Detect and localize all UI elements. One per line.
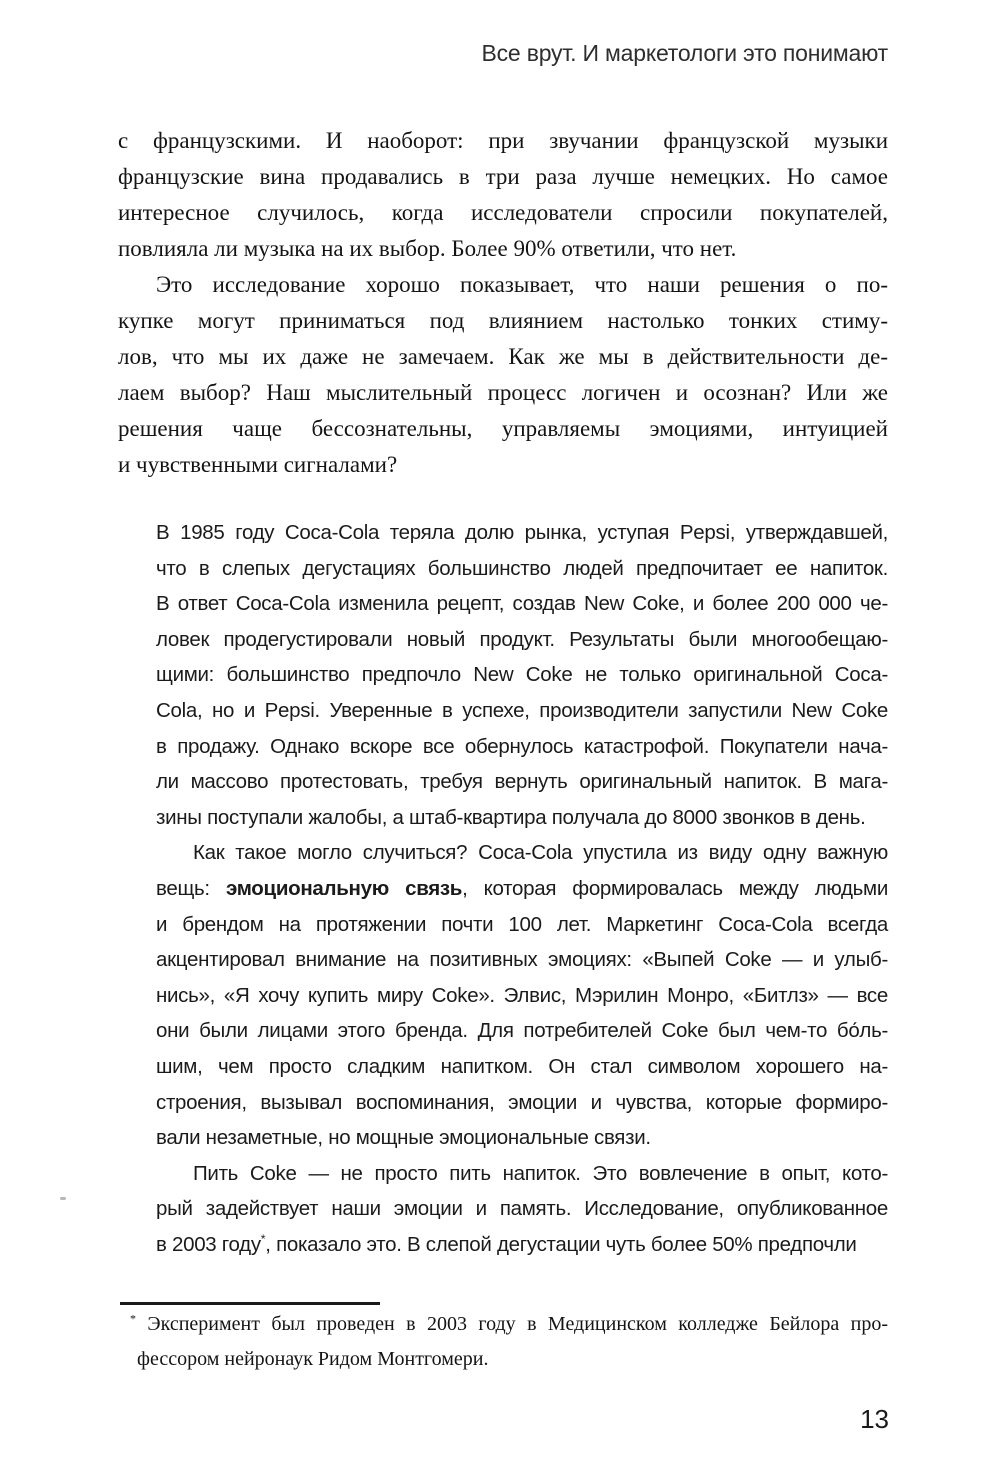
text-line: рый задействует наши эмоции и память. Исследование, опубликованное bbox=[156, 1197, 888, 1221]
text-line: повлияла ли музыка на их выбор. Более 90% ответили, что нет. bbox=[118, 236, 737, 261]
text-line: нись», «Я хочу купить миру Coke». Элвис, Мэрилин Монро, «Битлз» — все bbox=[156, 983, 888, 1007]
text-line: купке могут приниматься под влиянием настолько тонких стиму- bbox=[118, 308, 888, 333]
text-line: В 1985 году Coca-Cola теряла долю рынка, уступая Pepsi, утверждавшей, bbox=[156, 521, 888, 544]
text-line: строения, вызывал воспоминания, эмоции и чувства, которые формиро- bbox=[156, 1090, 888, 1114]
text-line: в продажу. Однако вскоре все обернулось катастрофой. Покупатели нача- bbox=[156, 734, 888, 758]
text-line: ловек продегустировали новый продукт. Результаты были многообещаю- bbox=[156, 627, 888, 651]
text-line: В ответ Coca-Cola изменила рецепт, создав New Coke, и более 200 000 че- bbox=[156, 592, 888, 616]
text-line: с французскими. И наоборот: при звучании французской музыки bbox=[118, 128, 888, 153]
footnote-divider bbox=[120, 1302, 380, 1305]
text-line: лов, что мы их даже не замечаем. Как же мы в действительности де- bbox=[118, 344, 888, 369]
text-line: лаем выбор? Наш мыслительный процесс логичен и осознан? Или же bbox=[118, 380, 888, 405]
text-line: и чувственными сигналами? bbox=[118, 452, 398, 477]
text-line: и брендом на протяжении почти 100 лет. Маркетинг Coca-Cola всегда bbox=[156, 912, 888, 936]
text-line: Cola, но и Pepsi. Уверенные в успехе, производители запустили New Coke bbox=[156, 698, 888, 722]
text-line: фессором нейронаук Ридом Монтгомери. bbox=[137, 1347, 489, 1370]
text-line: Это исследование хорошо показывает, что наши решения о по- bbox=[156, 272, 888, 297]
main-text-block bbox=[118, 123, 888, 483]
paragraph-excerpt-2 bbox=[156, 835, 888, 1155]
paragraph-main-2 bbox=[118, 267, 888, 483]
text-line: зины поступали жалобы, а штаб-квартира получала до 8000 звонков в день. bbox=[156, 805, 866, 829]
paragraph-main-1 bbox=[118, 123, 888, 267]
text-line: в 2003 году*, показало это. В слепой дегустации чуть более 50% предпочли bbox=[156, 1232, 857, 1256]
text-line: ли массово протестовать, требуя вернуть оригинальный напиток. В мага- bbox=[156, 770, 888, 794]
text-line: решения чаще бессознательны, управляемы эмоциями, интуицией bbox=[118, 416, 888, 441]
text-line: Пить Coke — не просто пить напиток. Это вовлечение в опыт, кото- bbox=[193, 1161, 888, 1185]
text-line: вещь: эмоциональную связь, которая формировалась между людьми bbox=[156, 876, 888, 900]
paragraph-excerpt-3 bbox=[156, 1156, 888, 1263]
running-header: Все врут. И маркетологи это понимают bbox=[481, 40, 888, 66]
text-line: щими: большинство предпочло New Coke не только оригинальной Coca- bbox=[156, 663, 888, 687]
text-line: они были лицами этого бренда. Для потребителей Coke был чем-то бо́ль- bbox=[156, 1019, 888, 1043]
text-line: вали незаметные, но мощные эмоциональные связи. bbox=[156, 1126, 651, 1150]
scan-artifact bbox=[60, 1197, 66, 1200]
text-line: * Эксперимент был проведен в 2003 году в Медицинском колледже Бейлора про- bbox=[130, 1311, 888, 1335]
text-line: акцентировал внимание на позитивных эмоциях: «Выпей Coke — и улыб- bbox=[156, 948, 888, 972]
text-line: интересное случилось, когда исследователи спросили покупателей, bbox=[118, 200, 888, 225]
text-line: французские вина продавались в три раза лучше немецких. Но самое bbox=[118, 164, 888, 189]
paragraph-excerpt-1 bbox=[156, 515, 888, 835]
page-number: 13 bbox=[860, 1404, 889, 1434]
excerpt-block bbox=[156, 515, 888, 1262]
text-line: что в слепых дегустациях большинство людей предпочитает ее напиток. bbox=[156, 556, 888, 580]
text-line: Как такое могло случиться? Coca-Cola упустила из виду одну важную bbox=[193, 841, 888, 865]
footnote bbox=[130, 1307, 888, 1376]
text-line: шим, чем просто сладким напитком. Он стал символом хорошего на- bbox=[156, 1054, 888, 1078]
